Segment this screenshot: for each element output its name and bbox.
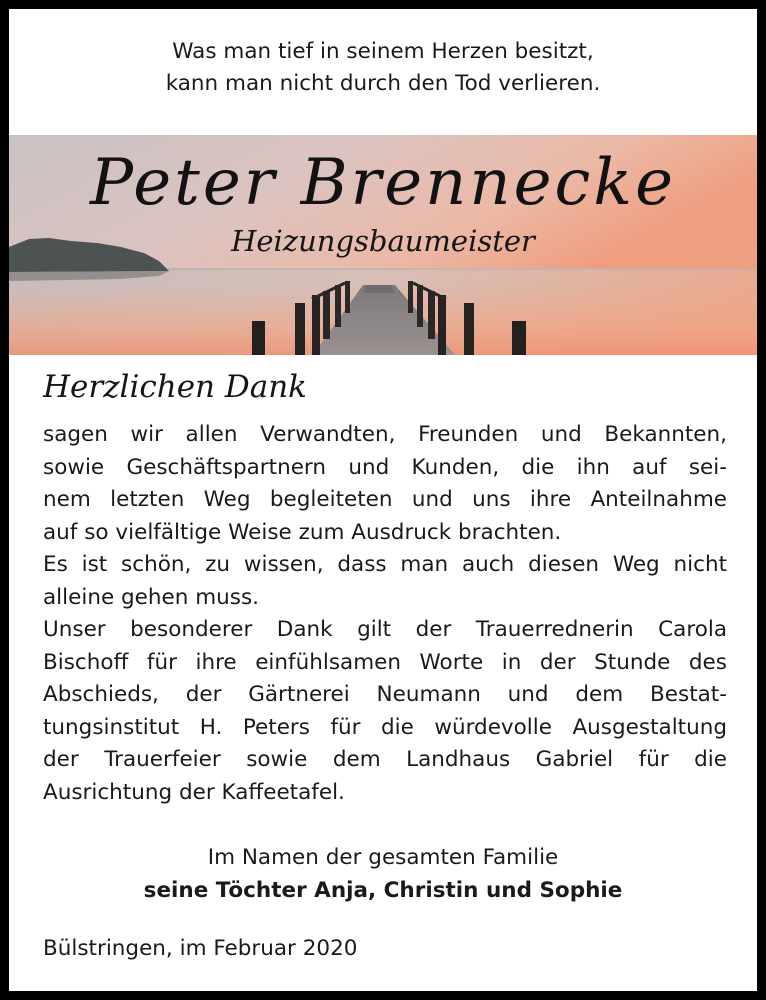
quote-line-1: Was man tief in seinem Herzen besitzt, xyxy=(172,39,594,64)
deceased-profession: Heizungsbaumeister xyxy=(231,224,535,258)
body-line: tungsinstitut H. Peters für die würdevolle Ausgestaltung xyxy=(43,714,727,740)
body-line: Unser besonderer Dank gilt der Trauerrednerin Carola xyxy=(43,617,727,642)
signature-line-1: Im Namen der gesamten Familie xyxy=(207,845,559,870)
body-line: sowie Geschäftspartnern und Kunden, die ihn auf sei- xyxy=(43,454,727,480)
body-line: alleine gehen muss. xyxy=(43,584,260,610)
body-line: auf so vielfältige Weise zum Ausdruck brachten. xyxy=(43,519,562,545)
body-line: Bischoff für ihre einfühlsamen Worte in der Stunde des xyxy=(43,649,727,675)
family-signature xyxy=(9,841,757,907)
body-line: der Trauerfeier sowie dem Landhaus Gabriel für die xyxy=(43,747,727,772)
thanks-body xyxy=(43,419,727,809)
obituary-notice xyxy=(9,9,757,991)
body-line: Ausrichtung der Kaffeetafel. xyxy=(43,779,345,805)
memorial-quote xyxy=(9,36,757,100)
body-line: nem letzten Weg begleiteten und uns ihre Anteilnahme xyxy=(43,487,727,512)
banner-image xyxy=(9,135,757,355)
signature-line-2: seine Töchter Anja, Christin und Sophie xyxy=(143,878,623,903)
place-and-date: Bülstringen, im Februar 2020 xyxy=(43,936,358,961)
quote-line-2: kann man nicht durch den Tod verlieren. xyxy=(165,71,601,96)
body-line: Abschieds, der Gärtnerei Neumann und dem Bestat- xyxy=(43,682,727,707)
thanks-heading: Herzlichen Dank xyxy=(43,369,307,405)
body-line: sagen wir allen Verwandten, Freunden und Bekannten, xyxy=(43,422,727,447)
body-line: Es ist schön, zu wissen, dass man auch diesen Weg nicht xyxy=(43,552,727,577)
deceased-name: Peter Brennecke xyxy=(90,146,676,220)
